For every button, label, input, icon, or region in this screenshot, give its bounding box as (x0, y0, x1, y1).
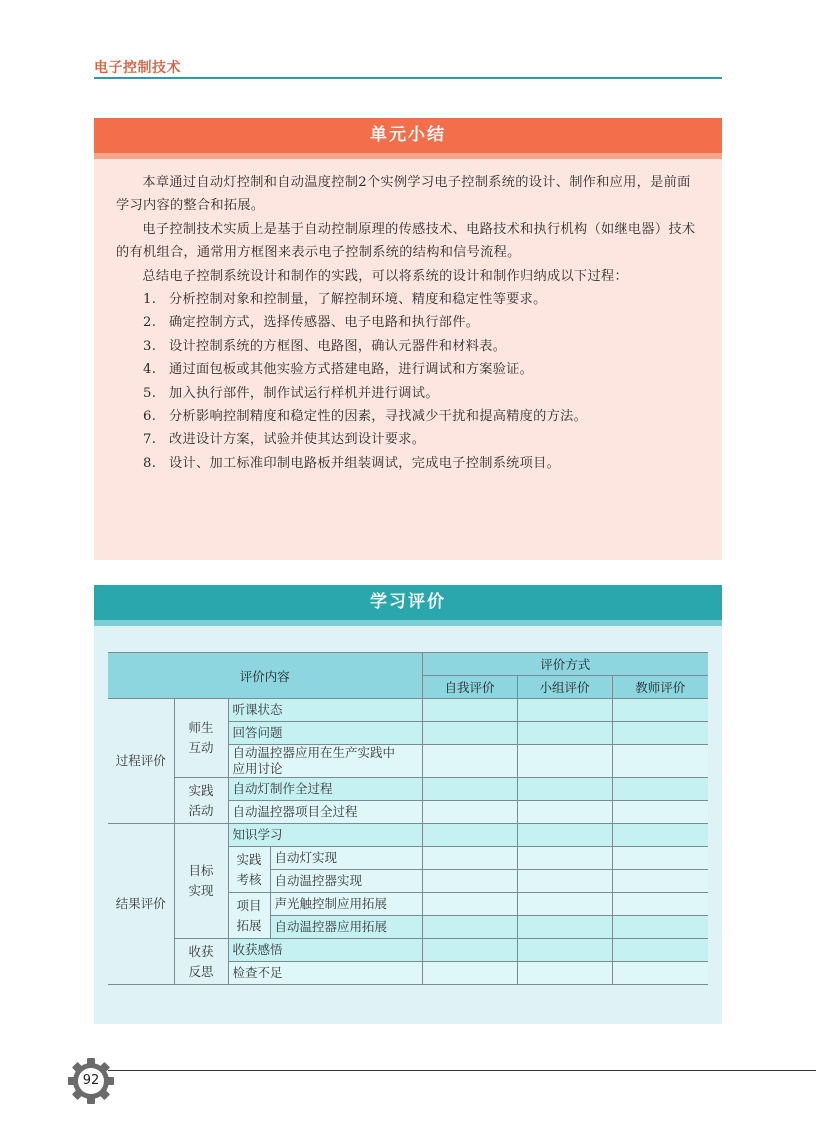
step-text: 设计控制系统的方框图、电路图，确认元器件和材料表。 (169, 338, 507, 354)
item-cell: 知识学习 (228, 824, 422, 847)
group-eval-cell[interactable] (517, 801, 612, 824)
self-eval-cell[interactable] (422, 916, 517, 939)
item-cell: 听课状态 (228, 699, 422, 722)
unit-summary-title: 单元小结 (94, 118, 722, 153)
item-cell: 回答问题 (228, 722, 422, 745)
process-step (116, 358, 702, 381)
step-number: 6. (143, 409, 157, 425)
practice-exam-label (228, 847, 270, 893)
teacher-eval-cell[interactable] (612, 801, 708, 824)
footer-rule (108, 1070, 816, 1071)
teacher-eval-cell[interactable] (612, 916, 708, 939)
unit-summary-box (94, 118, 722, 560)
learning-evaluation-title: 学习评价 (94, 585, 722, 620)
result-eval-label: 结果评价 (108, 824, 174, 985)
teacher-eval-cell[interactable] (612, 745, 708, 778)
item-cell: 自动温控器实现 (270, 870, 422, 893)
evaluation-title-strip (94, 620, 722, 626)
self-eval-cell[interactable] (422, 778, 517, 801)
item-cell: 自动温控器项目全过程 (228, 801, 422, 824)
teacher-student-label (174, 699, 228, 778)
cell-text: 自动温控器应用在生产实践中应用讨论 (232, 745, 396, 776)
goal-achievement-label (174, 824, 228, 939)
header-teacher-eval: 教师评价 (612, 676, 708, 699)
teacher-eval-cell[interactable] (612, 699, 708, 722)
teacher-eval-cell[interactable] (612, 778, 708, 801)
item-cell: 自动灯制作全过程 (228, 778, 422, 801)
self-eval-cell[interactable] (422, 699, 517, 722)
step-number: 8. (143, 455, 157, 471)
running-header: 电子控制技术 (94, 60, 181, 76)
cell-text: 实践考核 (236, 851, 262, 887)
group-eval-cell[interactable] (517, 893, 612, 916)
self-eval-cell[interactable] (422, 722, 517, 745)
item-cell: 自动灯实现 (270, 847, 422, 870)
self-eval-cell[interactable] (422, 847, 517, 870)
project-extension-label (228, 893, 270, 939)
group-eval-cell[interactable] (517, 939, 612, 962)
table-row (108, 699, 708, 722)
table-row (108, 824, 708, 847)
process-step (116, 382, 702, 405)
step-text: 改进设计方案，试验并使其达到设计要求。 (169, 432, 426, 448)
group-eval-cell[interactable] (517, 962, 612, 985)
group-eval-cell[interactable] (517, 824, 612, 847)
teacher-eval-cell[interactable] (612, 824, 708, 847)
summary-paragraph: 总结电子控制系统设计和制作的实践，可以将系统的设计和制作归纳成以下过程： (142, 268, 628, 284)
header-rule (94, 77, 722, 79)
step-number: 4. (143, 362, 157, 378)
item-cell: 检查不足 (228, 962, 422, 985)
teacher-eval-cell[interactable] (612, 722, 708, 745)
process-step (116, 288, 702, 311)
step-text: 分析控制对象和控制量，了解控制环境、精度和稳定性等要求。 (169, 292, 547, 308)
group-eval-cell[interactable] (517, 870, 612, 893)
cell-text: 师生互动 (188, 720, 214, 755)
cell-text: 实践活动 (188, 782, 214, 818)
teacher-eval-cell[interactable] (612, 893, 708, 916)
step-number: 7. (143, 432, 157, 448)
step-text: 分析影响控制精度和稳定性的因素，寻找减少干扰和提高精度的方法。 (169, 409, 588, 425)
item-cell: 自动温控器应用拓展 (270, 916, 422, 939)
self-eval-cell[interactable] (422, 939, 517, 962)
process-eval-label: 过程评价 (108, 699, 174, 824)
group-eval-cell[interactable] (517, 722, 612, 745)
item-cell (228, 745, 422, 778)
group-eval-cell[interactable] (517, 699, 612, 722)
group-eval-cell[interactable] (517, 847, 612, 870)
table-row (108, 939, 708, 962)
group-eval-cell[interactable] (517, 778, 612, 801)
step-text: 通过面包板或其他实验方式搭建电路，进行调试和方案验证。 (169, 362, 534, 378)
process-step (116, 428, 702, 451)
step-text: 设计、加工标准印制电路板并组装调试，完成电子控制系统项目。 (169, 455, 561, 471)
table-header-row (108, 653, 708, 676)
item-cell: 收获感悟 (228, 939, 422, 962)
self-eval-cell[interactable] (422, 824, 517, 847)
teacher-eval-cell[interactable] (612, 847, 708, 870)
group-eval-cell[interactable] (517, 745, 612, 778)
step-number: 5. (143, 385, 157, 401)
summary-paragraph: 本章通过自动灯控制和自动温度控制2个实例学习电子控制系统的设计、制作和应用，是前面学习内容的整合和拓展。 (116, 175, 691, 214)
cell-text: 目标实现 (188, 863, 214, 898)
summary-paragraph: 电子控制技术实质上是基于自动控制原理的传感技术、电路技术和执行机构（如继电器）技术的有机组合，通常用方框图来表示电子控制系统的结构和信号流程。 (116, 221, 696, 261)
group-eval-cell[interactable] (517, 916, 612, 939)
process-step (116, 311, 702, 334)
learning-evaluation-box (94, 585, 722, 1024)
teacher-eval-cell[interactable] (612, 939, 708, 962)
page-number: 92 (82, 1073, 100, 1088)
header-evaluation-content: 评价内容 (108, 653, 422, 699)
step-number: 1. (143, 292, 157, 308)
self-eval-cell[interactable] (422, 745, 517, 778)
item-cell: 声光触控制应用拓展 (270, 893, 422, 916)
step-text: 加入执行部件，制作试运行样机并进行调试。 (169, 385, 439, 401)
self-eval-cell[interactable] (422, 870, 517, 893)
self-eval-cell[interactable] (422, 962, 517, 985)
header-group-eval: 小组评价 (517, 676, 612, 699)
self-eval-cell[interactable] (422, 801, 517, 824)
summary-body (94, 159, 722, 475)
self-eval-cell[interactable] (422, 893, 517, 916)
process-step (116, 335, 702, 358)
process-steps-list (116, 288, 702, 475)
evaluation-table (108, 652, 708, 985)
step-text: 确定控制方式，选择传感器、电子电路和执行部件。 (169, 315, 480, 331)
practice-activity-label (174, 778, 228, 824)
step-number: 3. (143, 338, 157, 354)
header-self-eval: 自我评价 (422, 676, 517, 699)
table-row (108, 778, 708, 801)
reflection-label (174, 939, 228, 985)
process-step (116, 452, 702, 475)
step-number: 2. (143, 315, 157, 331)
teacher-eval-cell[interactable] (612, 870, 708, 893)
process-step (116, 405, 702, 428)
cell-text: 收获反思 (188, 943, 214, 979)
teacher-eval-cell[interactable] (612, 962, 708, 985)
header-evaluation-method: 评价方式 (422, 653, 708, 676)
cell-text: 项目拓展 (236, 897, 262, 933)
